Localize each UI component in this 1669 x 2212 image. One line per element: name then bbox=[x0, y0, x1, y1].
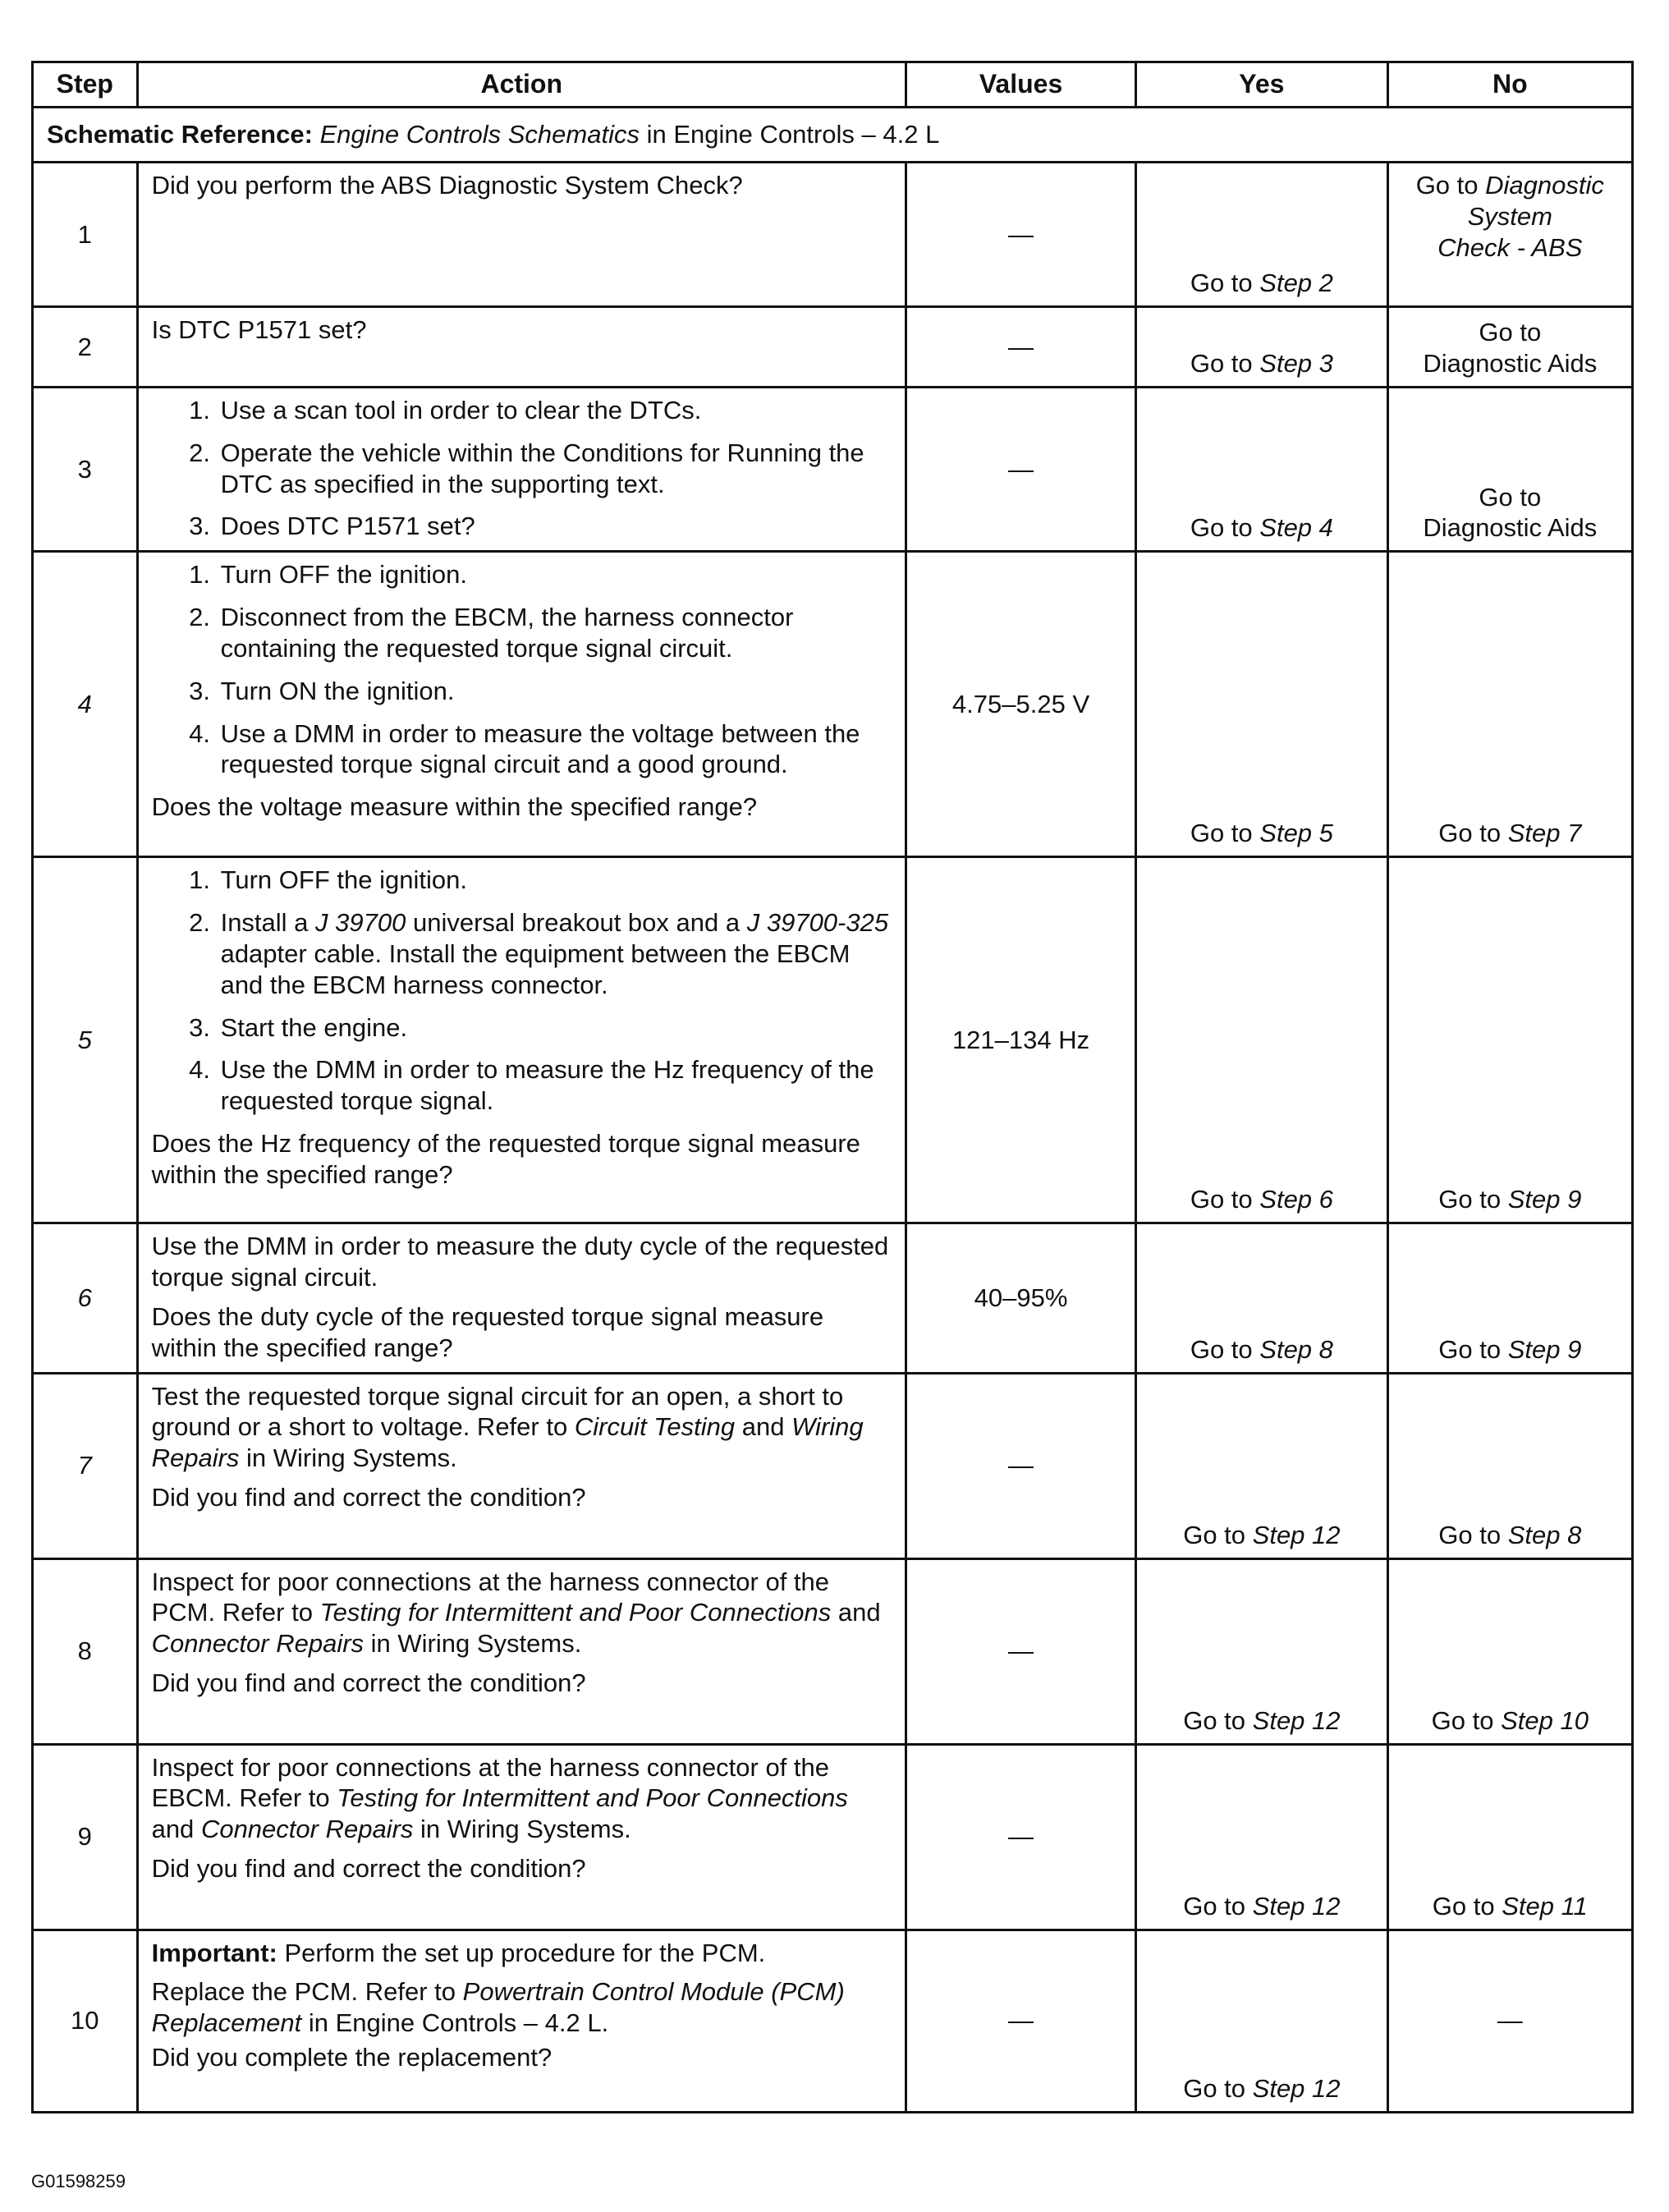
action-step: 3. Turn ON the ignition. bbox=[218, 676, 893, 707]
schematic-label: Schematic Reference: bbox=[47, 120, 313, 149]
no-cell bbox=[1387, 307, 1632, 388]
header-no: No bbox=[1387, 62, 1632, 108]
no-cell bbox=[1387, 1930, 1632, 2112]
header-row bbox=[33, 62, 1633, 108]
yes-prefix: Go to bbox=[1183, 2073, 1246, 2103]
action-question: Does the Hz frequency of the requested torque signal measure within the specified range? bbox=[151, 1128, 860, 1189]
step-number: 5 bbox=[33, 857, 138, 1223]
action-question: Did you find and correct the condition? bbox=[151, 1853, 586, 1883]
action-text bbox=[152, 1567, 893, 1659]
yes-cell bbox=[1136, 163, 1387, 307]
no-ref-link-3[interactable]: Check - ABS bbox=[1437, 232, 1583, 262]
figure-id: G01598259 bbox=[31, 2171, 126, 2191]
no-ref-link[interactable]: Diagnostic Aids bbox=[1423, 513, 1598, 543]
header-yes: Yes bbox=[1136, 62, 1387, 108]
table-row bbox=[33, 388, 1633, 552]
no-step-link[interactable]: Step 10 bbox=[1501, 1705, 1589, 1735]
values-cell: 40–95% bbox=[906, 1223, 1135, 1373]
action-steps bbox=[152, 865, 893, 1117]
yes-step-link[interactable]: Step 8 bbox=[1259, 1334, 1333, 1364]
action-cell bbox=[137, 388, 906, 552]
step-number: 9 bbox=[33, 1744, 138, 1930]
action-text-a: Inspect for poor connections at the harness connector of the PCM. Refer to bbox=[151, 1567, 830, 1627]
no-ref-link[interactable]: Diagnostic Aids bbox=[1423, 349, 1598, 379]
no-cell bbox=[1387, 163, 1632, 307]
action-text bbox=[152, 1381, 893, 1474]
yes-step-link[interactable]: Step 12 bbox=[1252, 1891, 1341, 1921]
diagnostic-table bbox=[31, 61, 1634, 2113]
no-cell bbox=[1387, 1373, 1632, 1558]
table-row bbox=[33, 857, 1633, 1223]
action-question: Is DTC P1571 set? bbox=[151, 315, 367, 344]
action-text bbox=[152, 1976, 893, 2039]
step-number: 3 bbox=[33, 388, 138, 552]
action-cell bbox=[137, 1558, 906, 1744]
yes-step-link[interactable]: Step 12 bbox=[1252, 2073, 1341, 2103]
no-value: — bbox=[1497, 2006, 1523, 2035]
yes-prefix: Go to bbox=[1190, 1334, 1253, 1364]
action-cell bbox=[137, 552, 906, 857]
table-row bbox=[33, 163, 1633, 307]
yes-prefix: Go to bbox=[1190, 1185, 1253, 1214]
action-cell bbox=[137, 163, 906, 307]
table-row bbox=[33, 1930, 1633, 2112]
action-text-c: in Engine Controls – 4.2 L. bbox=[308, 2008, 609, 2038]
schematic-tail: in Engine Controls – 4.2 L bbox=[646, 120, 940, 149]
action-steps bbox=[152, 395, 893, 542]
yes-cell bbox=[1136, 388, 1387, 552]
yes-cell bbox=[1136, 1223, 1387, 1373]
yes-step-link[interactable]: Step 12 bbox=[1252, 1520, 1341, 1549]
action-text-b: and bbox=[151, 1815, 195, 1844]
action-text-a: Inspect for poor connections at the harness connector of the EBCM. Refer to bbox=[151, 1752, 830, 1813]
yes-prefix: Go to bbox=[1190, 268, 1253, 298]
step-text: adapter cable. Install the equipment between the EBCM and the EBCM harness connector. bbox=[220, 938, 851, 999]
action-step: 1. Use a scan tool in order to clear the DTCs. bbox=[218, 395, 893, 426]
values-cell: — bbox=[906, 1373, 1135, 1558]
action-step: 1. Turn OFF the ignition. bbox=[218, 865, 893, 896]
ref-link[interactable]: Wiring Repairs bbox=[151, 1412, 864, 1473]
action-text-b: and bbox=[837, 1598, 881, 1627]
yes-prefix: Go to bbox=[1183, 1705, 1246, 1735]
action-cell bbox=[137, 857, 906, 1223]
yes-step-link[interactable]: Step 4 bbox=[1259, 513, 1333, 543]
values-cell: 121–134 Hz bbox=[906, 857, 1135, 1223]
action-question: Did you find and correct the condition? bbox=[151, 1668, 586, 1697]
ref-link[interactable]: Connector Repairs bbox=[200, 1815, 414, 1844]
ref-link[interactable]: Circuit Testing bbox=[574, 1412, 736, 1442]
schematic-row bbox=[33, 108, 1633, 163]
action-step: 1. Turn OFF the ignition. bbox=[218, 559, 893, 590]
no-prefix: Go to bbox=[1431, 1705, 1494, 1735]
action-text-a: Replace the PCM. Refer to bbox=[151, 1977, 456, 2007]
action-text-c: in Wiring Systems. bbox=[420, 1815, 631, 1844]
important-note bbox=[152, 1938, 893, 1969]
action-step: 2. Operate the vehicle within the Conditions for Running the DTC as specified in the supporting text. bbox=[218, 438, 893, 500]
no-step-link[interactable]: Step 9 bbox=[1507, 1334, 1582, 1364]
no-line-1: Go to bbox=[1479, 318, 1542, 347]
ref-link[interactable]: Testing for Intermittent and Poor Connections bbox=[337, 1783, 848, 1813]
action-question: Does the duty cycle of the requested torque signal measure within the specified range? bbox=[151, 1301, 824, 1362]
yes-cell bbox=[1136, 1558, 1387, 1744]
no-prefix: Go to bbox=[1438, 1520, 1502, 1549]
action-cell bbox=[137, 307, 906, 388]
step-number: 10 bbox=[33, 1930, 138, 2112]
ref-link[interactable]: Testing for Intermittent and Poor Connections bbox=[319, 1598, 832, 1627]
action-question: Does the voltage measure within the specified range? bbox=[151, 792, 758, 822]
action-step bbox=[218, 907, 893, 1000]
values-cell: — bbox=[906, 1744, 1135, 1930]
step-text: universal breakout box and a bbox=[413, 908, 741, 938]
action-text-b: and bbox=[741, 1412, 785, 1442]
action-step: 2. Disconnect from the EBCM, the harness connector containing the requested torque signal circuit. bbox=[218, 602, 893, 664]
yes-prefix: Go to bbox=[1183, 1891, 1246, 1921]
yes-cell bbox=[1136, 552, 1387, 857]
values-cell: — bbox=[906, 307, 1135, 388]
step-number: 7 bbox=[33, 1373, 138, 1558]
values-cell: 4.75–5.25 V bbox=[906, 552, 1135, 857]
yes-cell bbox=[1136, 1373, 1387, 1558]
action-question: Did you complete the replacement? bbox=[151, 2042, 553, 2072]
no-prefix: Go to bbox=[1438, 819, 1502, 848]
action-step: 3. Does DTC P1571 set? bbox=[218, 511, 893, 542]
action-text-a: Test the requested torque signal circuit for an open, a short to ground or a short to voltage. Refer to bbox=[151, 1381, 844, 1442]
yes-step-link[interactable]: Step 6 bbox=[1259, 1185, 1333, 1214]
yes-cell bbox=[1136, 1930, 1387, 2112]
action-text bbox=[152, 1752, 893, 1845]
no-cell bbox=[1387, 388, 1632, 552]
ref-link[interactable]: Connector Repairs bbox=[151, 1629, 365, 1659]
schematic-reference bbox=[33, 108, 1633, 163]
no-prefix: Go to bbox=[1438, 1185, 1502, 1214]
action-text-c: in Wiring Systems. bbox=[370, 1629, 582, 1659]
step-number: 6 bbox=[33, 1223, 138, 1373]
tool-ref-link[interactable]: J 39700-325 bbox=[746, 908, 889, 938]
no-prefix: Go to bbox=[1415, 171, 1479, 200]
no-step-link[interactable]: Step 11 bbox=[1502, 1891, 1588, 1921]
action-cell bbox=[137, 1930, 906, 2112]
action-question: Did you perform the ABS Diagnostic System Check? bbox=[151, 171, 743, 200]
no-cell bbox=[1387, 857, 1632, 1223]
no-prefix: Go to bbox=[1432, 1891, 1495, 1921]
no-step-link[interactable]: Step 7 bbox=[1507, 819, 1582, 848]
header-step: Step bbox=[33, 62, 138, 108]
table-row bbox=[33, 1373, 1633, 1558]
values-cell: — bbox=[906, 1930, 1135, 2112]
no-cell bbox=[1387, 552, 1632, 857]
yes-prefix: Go to bbox=[1190, 513, 1253, 543]
action-cell bbox=[137, 1373, 906, 1558]
important-label: Important: bbox=[151, 1938, 277, 1967]
table-row bbox=[33, 552, 1633, 857]
yes-cell bbox=[1136, 307, 1387, 388]
no-step-link[interactable]: Step 8 bbox=[1507, 1520, 1582, 1549]
no-step-link[interactable]: Step 9 bbox=[1507, 1185, 1582, 1214]
ref-link[interactable]: Powertrain Control Module (PCM) Replacement bbox=[151, 1977, 845, 2038]
yes-prefix: Go to bbox=[1190, 349, 1253, 379]
action-step: 3. Start the engine. bbox=[218, 1012, 893, 1044]
action-cell bbox=[137, 1223, 906, 1373]
step-number: 4 bbox=[33, 552, 138, 857]
action-text: Use the DMM in order to measure the duty cycle of the requested torque signal circuit. bbox=[151, 1232, 889, 1292]
yes-cell bbox=[1136, 857, 1387, 1223]
action-step: 4. Use the DMM in order to measure the Hz frequency of the requested torque signal. bbox=[218, 1054, 893, 1117]
action-step: 4. Use a DMM in order to measure the voltage between the requested torque signal circuit and a good ground. bbox=[218, 718, 893, 781]
yes-step-link[interactable]: Step 2 bbox=[1259, 268, 1333, 298]
action-steps bbox=[152, 559, 893, 780]
step-text: Install a bbox=[220, 908, 309, 938]
values-cell: — bbox=[906, 388, 1135, 552]
yes-step-link[interactable]: Step 3 bbox=[1259, 349, 1333, 379]
no-ref-link-2[interactable]: System bbox=[1467, 201, 1552, 231]
table-row bbox=[33, 1558, 1633, 1744]
no-line-1: Go to bbox=[1479, 482, 1542, 512]
yes-step-link[interactable]: Step 12 bbox=[1252, 1705, 1341, 1735]
table-row bbox=[33, 307, 1633, 388]
yes-prefix: Go to bbox=[1190, 819, 1253, 848]
yes-step-link[interactable]: Step 5 bbox=[1259, 819, 1333, 848]
tool-ref-link[interactable]: J 39700 bbox=[315, 908, 406, 938]
step-number: 2 bbox=[33, 307, 138, 388]
header-action: Action bbox=[137, 62, 906, 108]
no-cell bbox=[1387, 1744, 1632, 1930]
no-prefix: Go to bbox=[1438, 1334, 1502, 1364]
table-row bbox=[33, 1223, 1633, 1373]
no-cell bbox=[1387, 1223, 1632, 1373]
header-values: Values bbox=[906, 62, 1135, 108]
action-question: Did you find and correct the condition? bbox=[151, 1482, 586, 1512]
step-number: 8 bbox=[33, 1558, 138, 1744]
yes-prefix: Go to bbox=[1183, 1520, 1246, 1549]
no-ref-link[interactable]: Diagnostic bbox=[1485, 171, 1604, 200]
values-cell: — bbox=[906, 1558, 1135, 1744]
step-number: 1 bbox=[33, 163, 138, 307]
important-text: Perform the set up procedure for the PCM. bbox=[284, 1938, 766, 1967]
schematic-ref-link[interactable]: Engine Controls Schematics bbox=[319, 120, 640, 149]
no-cell bbox=[1387, 1558, 1632, 1744]
table-row bbox=[33, 1744, 1633, 1930]
action-cell bbox=[137, 1744, 906, 1930]
values-cell: — bbox=[906, 163, 1135, 307]
yes-cell bbox=[1136, 1744, 1387, 1930]
action-text-c: in Wiring Systems. bbox=[246, 1443, 457, 1473]
